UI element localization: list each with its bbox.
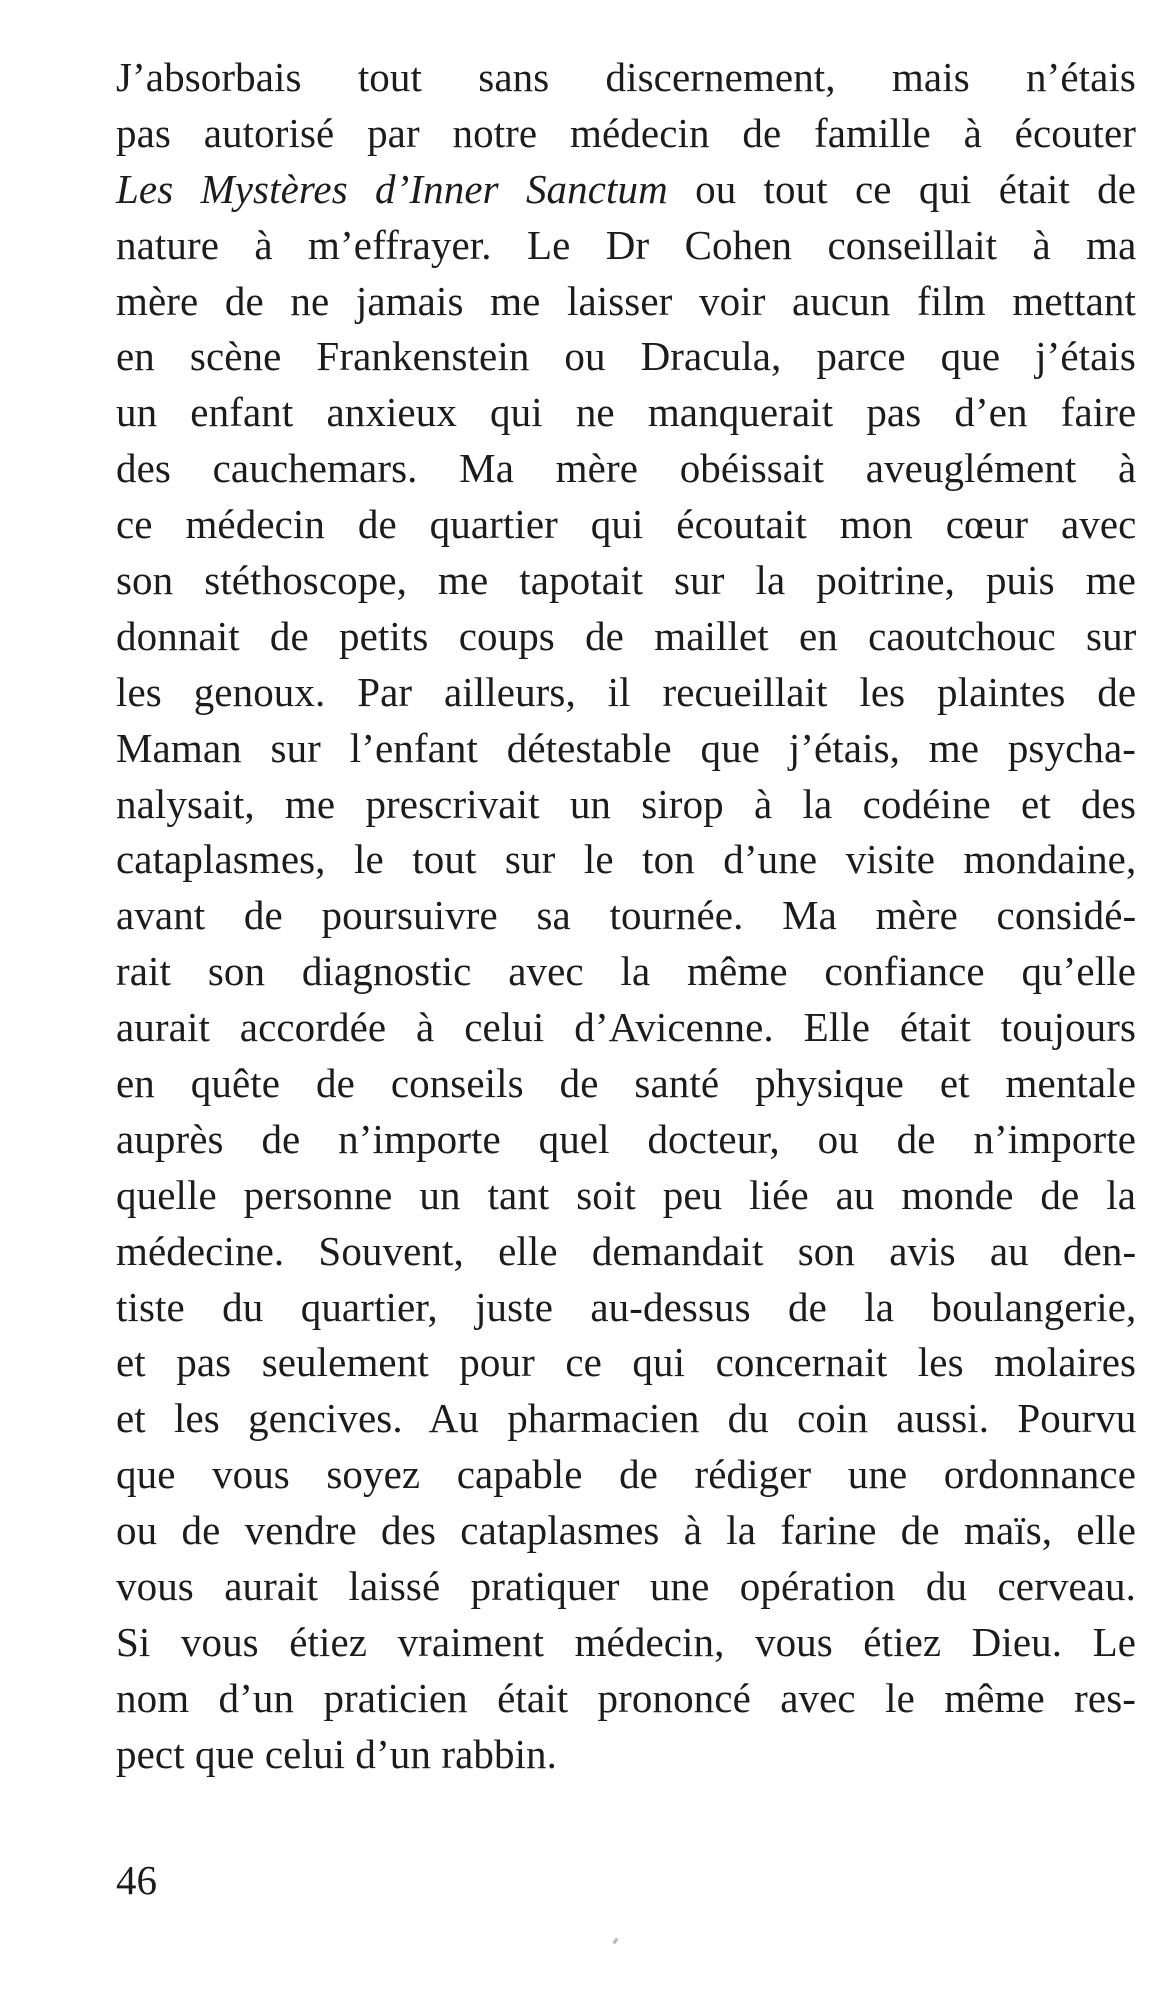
text-line-3	[116, 162, 1136, 218]
text-line-18: aurait accordée à celui d’Avicenne. Elle était toujours	[116, 1004, 1136, 1051]
text-line-5: mère de ne jamais me laisser voir aucun film mettant	[116, 277, 1136, 324]
text-line-6: en scène Frankenstein ou Dracula, parce que j’étais	[116, 333, 1136, 380]
text-line-20: auprès de n’importe quel docteur, ou de n’importe	[116, 1115, 1136, 1162]
text-line-8: des cauchemars. Ma mère obéissait aveuglément à	[116, 445, 1137, 492]
text-line-29: Si vous étiez vraiment médecin, vous étiez Dieu. Le	[116, 1618, 1137, 1665]
text-line-16: avant de poursuivre sa tournée. Ma mère considé-	[116, 892, 1137, 939]
text-line-28: vous aurait laissé pratiquer une opération du cerveau.	[116, 1563, 1136, 1610]
page-number: 46	[116, 1857, 157, 1903]
text-line-4: nature à m’effrayer. Le Dr Cohen conseillait à ma	[116, 221, 1137, 268]
text-line-9: ce médecin de quartier qui écoutait mon cœur avec	[116, 501, 1137, 548]
text-line-3-rest: ou tout ce qui était de	[667, 165, 1136, 212]
text-line-17: rait son diagnostic avec la même confiance qu’elle	[116, 948, 1136, 995]
text-line-24: et pas seulement pour ce qui concernait les molaires	[116, 1339, 1137, 1386]
text-line-19: en quête de conseils de santé physique et mentale	[116, 1060, 1136, 1107]
text-line-30: nom d’un praticien était prononcé avec le même res-	[116, 1674, 1137, 1721]
paper-speck	[613, 1938, 619, 1945]
text-line-25: et les gencives. Au pharmacien du coin aussi. Pourvu	[116, 1395, 1137, 1442]
text-line-22: médecine. Souvent, elle demandait son avis au den-	[116, 1227, 1137, 1274]
text-line-1: J’absorbais tout sans discernement, mais n’étais	[116, 54, 1136, 100]
text-line-15: cataplasmes, le tout sur le ton d’une visite mondaine,	[116, 836, 1137, 883]
book-title-italic: Les Mystères d’Inner Sanctum	[116, 165, 668, 212]
text-line-13: Maman sur l’enfant détestable que j’étais, me psycha-	[116, 724, 1137, 771]
text-line-23: tiste du quartier, juste au-dessus de la boulangerie,	[116, 1283, 1137, 1330]
text-line-27: ou de vendre des cataplasmes à la farine de maïs, elle	[116, 1507, 1136, 1554]
text-line-26: que vous soyez capable de rédiger une ordonnance	[116, 1451, 1136, 1498]
text-line-31: pect que celui d’un rabbin.	[116, 1730, 558, 1777]
text-line-10: son stéthoscope, me tapotait sur la poitrine, puis me	[116, 557, 1136, 604]
text-line-7: un enfant anxieux qui ne manquerait pas d’en faire	[116, 389, 1137, 436]
text-line-2: pas autorisé par notre médecin de famille à écouter	[116, 109, 1136, 156]
text-line-14: nalysait, me prescrivait un sirop à la codéine et des	[116, 780, 1136, 827]
body-text	[116, 50, 1136, 1783]
text-line-12: les genoux. Par ailleurs, il recueillait les plaintes de	[116, 668, 1137, 715]
text-line-21: quelle personne un tant soit peu liée au monde de la	[116, 1171, 1136, 1218]
text-line-11: donnait de petits coups de maillet en caoutchouc sur	[116, 612, 1137, 659]
